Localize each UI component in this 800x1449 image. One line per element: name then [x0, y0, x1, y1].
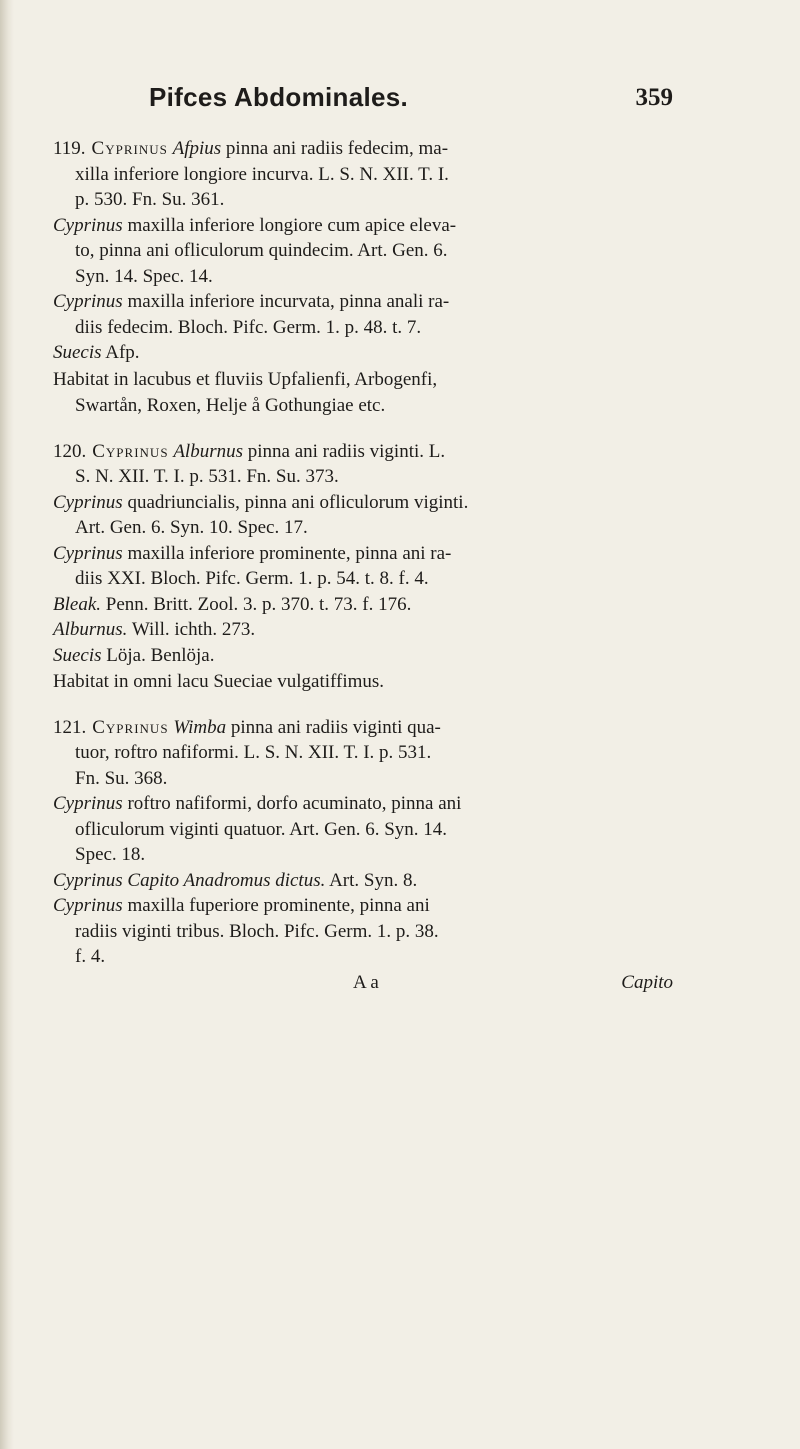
synonym-text: diis fedecim. Bloch. Pifc. Germ. 1. p. 48. t. 7. — [75, 316, 422, 338]
synonym-line — [53, 791, 673, 817]
page-content — [53, 82, 673, 1002]
species-name: Afpius — [172, 138, 222, 159]
synonym-line — [53, 842, 673, 868]
description-line: tuor, roftro nafiformi. L. S. N. XII. T. I. p. 531. — [75, 742, 432, 763]
synonym-name: Suecis — [53, 644, 102, 666]
synonym-text: ofliculorum viginti quatuor. Art. Gen. 6. Syn. 14. — [75, 818, 448, 840]
description-line: S. N. XII. T. I. p. 531. Fn. Su. 373. — [75, 466, 339, 487]
synonym-line — [53, 315, 673, 341]
synonym-text: Penn. Britt. Zool. 3. p. 370. t. 73. f. 176. — [105, 593, 412, 615]
synonym-line — [53, 515, 673, 541]
synonym-text: Löja. Benlöja. — [106, 644, 215, 666]
synonym-line — [53, 817, 673, 843]
entries-list — [53, 136, 673, 970]
running-head: Pifces Abdominales. — [149, 82, 409, 112]
synonym-line — [53, 566, 673, 592]
species-entry — [53, 715, 673, 970]
genus-name: Cyprinus — [92, 440, 169, 462]
synonym-line — [53, 643, 673, 669]
description-text: pinna ani radiis fedecim, ma- — [225, 138, 449, 159]
synonym-text: Afp. — [105, 342, 140, 363]
synonym-name: Alburnus. — [53, 619, 128, 640]
description-text: pinna ani radiis viginti. L. — [247, 440, 446, 462]
genus-name: Cyprinus — [91, 138, 168, 159]
entry-first-line — [53, 715, 673, 741]
synonym-name: Cyprinus — [53, 542, 123, 564]
synonym-name: Bleak. — [53, 593, 102, 615]
page-edge — [0, 0, 14, 1449]
synonym-text: Art. Gen. 6. Syn. 10. Spec. 17. — [75, 517, 308, 538]
synonym-name: Cyprinus — [53, 793, 123, 814]
synonym-line — [53, 944, 673, 970]
synonym-text: maxilla inferiore incurvata, pinna anali ra- — [127, 291, 450, 312]
synonym-text: Syn. 14. Spec. 14. — [75, 265, 213, 287]
description-text: pinna ani radiis viginti qua- — [230, 716, 441, 738]
synonym-text: to, pinna ani ofliculorum quindecim. Art. Gen. 6. — [75, 240, 448, 261]
synonym-line — [53, 490, 673, 516]
entry-number: 119. — [53, 138, 86, 159]
species-name: Alburnus — [173, 440, 243, 462]
synonym-line — [53, 919, 673, 945]
synonym-line — [53, 264, 673, 290]
entry-first-line — [53, 439, 673, 465]
page-footer — [53, 972, 673, 1002]
synonym-name: Cyprinus — [53, 895, 123, 916]
synonym-text: Will. ichth. 273. — [131, 619, 256, 640]
synonym-line — [53, 868, 673, 894]
synonym-line — [53, 592, 673, 618]
synonym-name: Suecis — [53, 342, 102, 363]
synonym-text: maxilla inferiore prominente, pinna ani ra- — [127, 542, 452, 564]
synonym-text: Spec. 18. — [75, 844, 146, 865]
synonym-name: Cyprinus Capito Anadromus dictus. — [53, 869, 326, 891]
description-line: xilla inferiore longiore incurva. L. S. N. XII. T. I. — [75, 163, 449, 185]
catchword: Capito — [621, 971, 673, 993]
synonym-text: maxilla inferiore longiore cum apice eleva- — [127, 214, 457, 236]
synonym-line — [53, 289, 673, 315]
description-line: p. 530. Fn. Su. 361. — [75, 189, 225, 210]
species-name: Wimba — [173, 716, 227, 738]
entry-number: 121. — [53, 716, 87, 738]
synonym-name: Cyprinus — [53, 214, 123, 236]
synonym-line — [53, 213, 673, 239]
page-header — [53, 82, 673, 122]
synonym-text: roftro nafiformi, dorfo acuminato, pinna ani — [127, 793, 462, 814]
habitat-line: Habitat in lacubus et fluviis Upfalienfi, Arbogenfi, — [53, 368, 438, 390]
synonym-text: radiis viginti tribus. Bloch. Pifc. Germ. 1. p. 38. — [75, 920, 439, 942]
entry-first-line — [53, 136, 673, 162]
genus-name: Cyprinus — [92, 716, 169, 738]
species-entry — [53, 136, 673, 419]
habitat-line: Habitat in omni lacu Sueciae vulgatiffimus. — [53, 671, 385, 692]
signature-mark: A a — [353, 971, 379, 993]
species-entry — [53, 439, 673, 695]
page-number: 359 — [635, 84, 673, 111]
synonym-text: maxilla fuperiore prominente, pinna ani — [127, 895, 430, 916]
synonym-text: quadriuncialis, pinna ani ofliculorum viginti. — [127, 491, 469, 513]
synonym-name: Cyprinus — [53, 291, 123, 312]
synonym-line — [53, 541, 673, 567]
synonym-text: f. 4. — [75, 946, 106, 967]
habitat-line: Swartån, Roxen, Helje å Gothungiae etc. — [75, 395, 386, 416]
synonym-line — [53, 617, 673, 643]
synonym-line — [53, 340, 673, 366]
synonym-text: Art. Syn. 8. — [329, 869, 418, 891]
synonym-text: diis XXI. Bloch. Pifc. Germ. 1. p. 54. t. 8. f. 4. — [75, 568, 429, 589]
synonym-line — [53, 238, 673, 264]
synonym-name: Cyprinus — [53, 491, 123, 513]
synonym-line — [53, 893, 673, 919]
description-line: Fn. Su. 368. — [75, 767, 168, 789]
entry-number: 120. — [53, 440, 87, 462]
